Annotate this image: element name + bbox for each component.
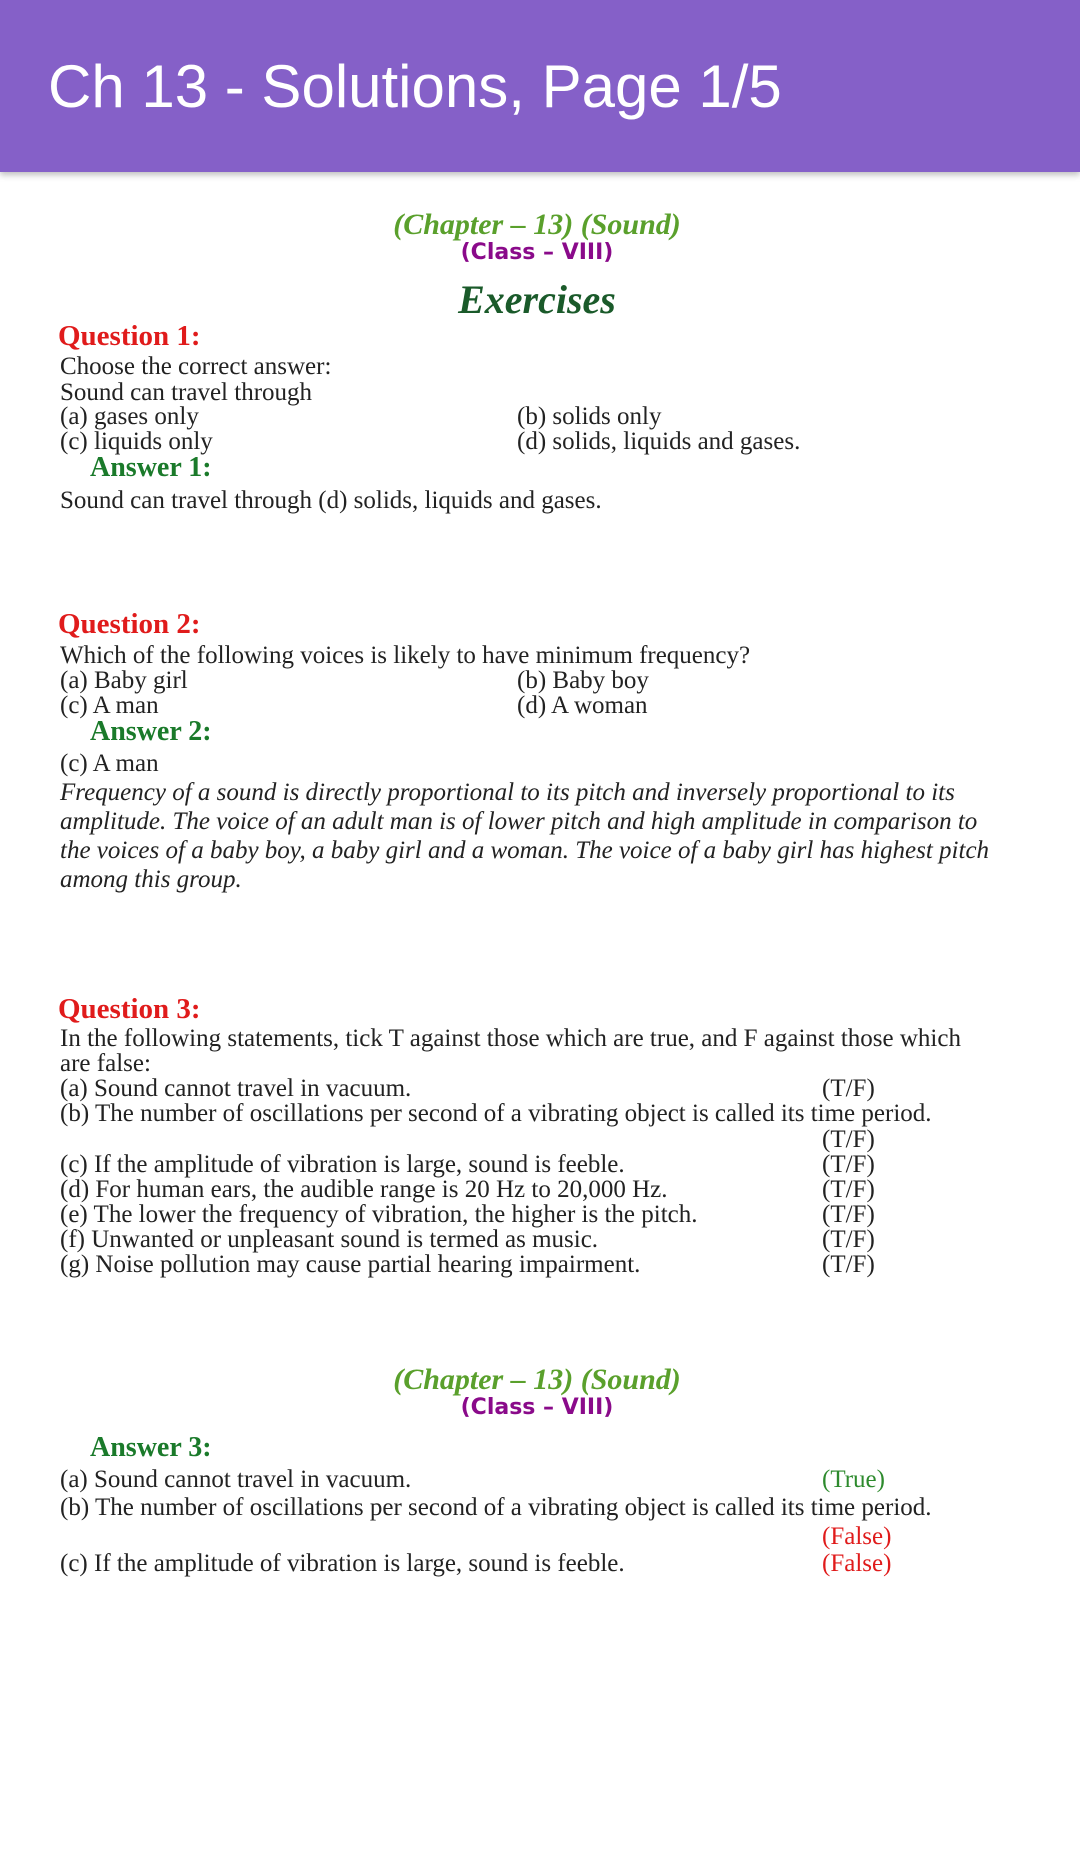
statement-e: (e) The lower the frequency of vibration, the higher is the pitch. [60, 1201, 698, 1228]
explanation-line: Frequency of a sound is directly proportional to its pitch and inversely proportional to its [60, 779, 955, 806]
option-c: (c) liquids only [60, 428, 213, 455]
option-b: (b) solids only [517, 403, 662, 430]
tf-marker: (T/F) [822, 1075, 875, 1102]
question-2-title: Question 2: [58, 608, 201, 640]
tf-marker: (T/F) [822, 1151, 875, 1178]
tf-marker: (T/F) [822, 1251, 875, 1278]
statement-d: (d) For human ears, the audible range is 20 Hz to 20,000 Hz. [60, 1176, 668, 1203]
explanation-line: amplitude. The voice of an adult man is of lower pitch and high amplitude in comparison to [60, 808, 978, 835]
explanation-line: among this group. [60, 866, 242, 893]
class-heading: (Class – VIII) [460, 1395, 614, 1420]
true-marker: (True) [822, 1466, 885, 1493]
statement-b: (b) The number of oscillations per second of a vibrating object is called its time period. [60, 1100, 932, 1127]
page-title: Ch 13 - Solutions, Page 1/5 [48, 53, 782, 120]
chapter-heading: (Chapter – 13) (Sound) [393, 1363, 681, 1396]
explanation-line: the voices of a baby boy, a baby girl and a woman. The voice of a baby girl has highest pitch [60, 837, 990, 864]
false-marker: (False) [822, 1523, 892, 1550]
document-page[interactable] [0, 172, 1080, 1852]
option-a: (a) Baby girl [60, 667, 188, 694]
chapter-heading: (Chapter – 13) (Sound) [393, 208, 681, 241]
answer-2-text: (c) A man [60, 750, 159, 777]
option-a: (a) gases only [60, 403, 199, 430]
false-marker: (False) [822, 1550, 892, 1577]
answer-1-title: Answer 1: [90, 452, 212, 483]
question-2-line: Which of the following voices is likely to have minimum frequency? [60, 642, 751, 669]
answer-2-title: Answer 2: [90, 716, 212, 747]
answer-statement-b: (b) The number of oscillations per second of a vibrating object is called its time period. [60, 1494, 932, 1521]
statement-f: (f) Unwanted or unpleasant sound is termed as music. [60, 1226, 599, 1253]
question-3-title: Question 3: [58, 993, 201, 1025]
answer-3-title: Answer 3: [90, 1432, 212, 1463]
class-heading: (Class – VIII) [460, 240, 614, 265]
answer-statement-a: (a) Sound cannot travel in vacuum. [60, 1466, 412, 1493]
answer-1-text: Sound can travel through (d) solids, liquids and gases. [60, 487, 602, 514]
tf-marker: (T/F) [822, 1126, 875, 1153]
tf-marker: (T/F) [822, 1226, 875, 1253]
option-d: (d) A woman [517, 692, 648, 719]
option-d: (d) solids, liquids and gases. [517, 428, 801, 455]
exercises-heading: Exercises [458, 277, 616, 322]
question-3-intro: are false: [60, 1050, 151, 1077]
question-1-line: Choose the correct answer: [60, 353, 332, 380]
answer-statement-c: (c) If the amplitude of vibration is large, sound is feeble. [60, 1550, 625, 1577]
option-c: (c) A man [60, 692, 159, 719]
question-1-line: Sound can travel through [60, 379, 313, 406]
question-1-title: Question 1: [58, 320, 201, 352]
statement-g: (g) Noise pollution may cause partial hearing impairment. [60, 1251, 641, 1278]
app-bar [0, 0, 1080, 172]
tf-marker: (T/F) [822, 1201, 875, 1228]
statement-c: (c) If the amplitude of vibration is large, sound is feeble. [60, 1151, 625, 1178]
tf-marker: (T/F) [822, 1176, 875, 1203]
statement-a: (a) Sound cannot travel in vacuum. [60, 1075, 412, 1102]
option-b: (b) Baby boy [517, 667, 649, 694]
question-3-intro: In the following statements, tick T against those which are true, and F against those which [60, 1025, 961, 1052]
